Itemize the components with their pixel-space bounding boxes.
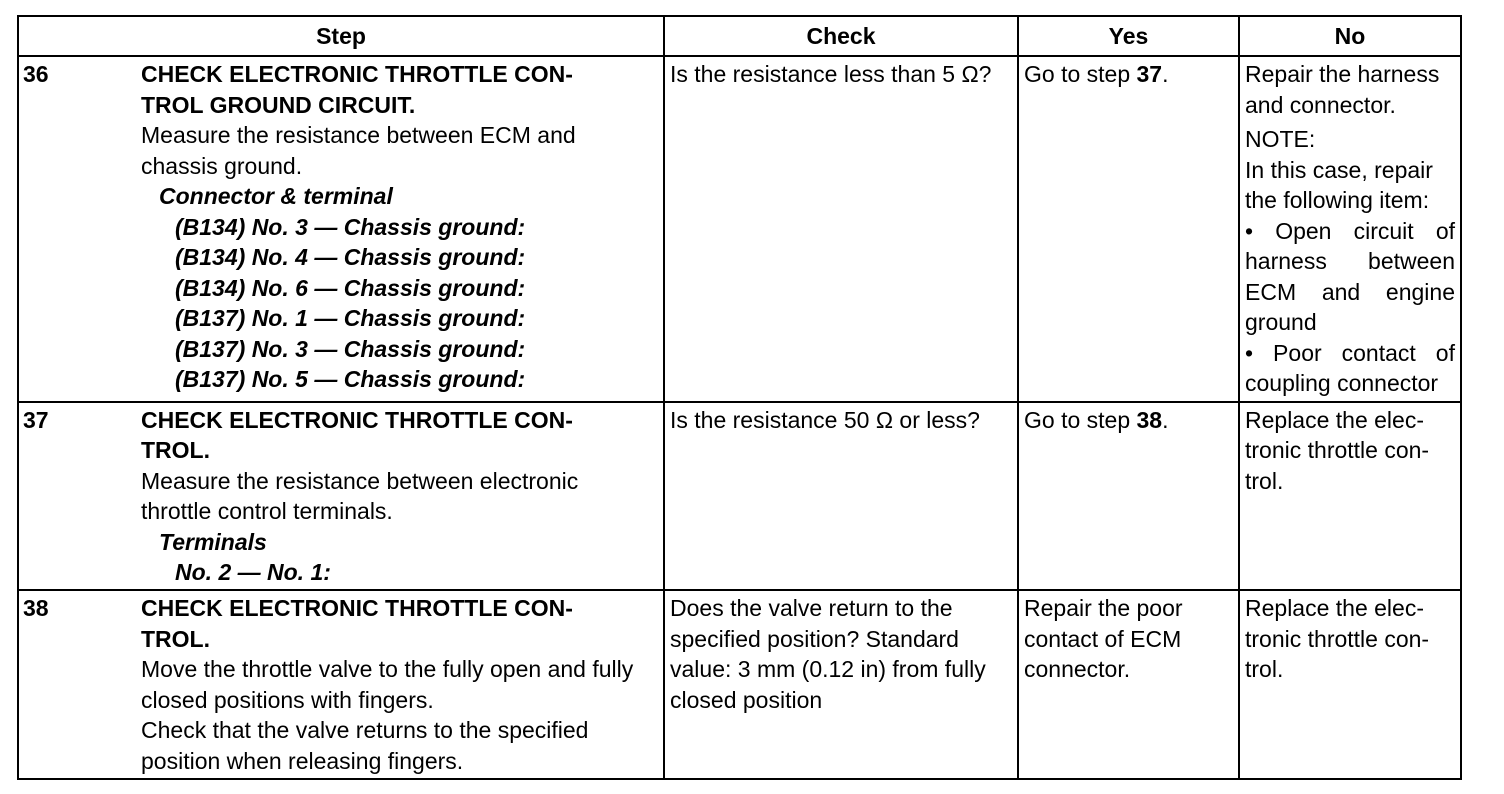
step-number: 36 <box>23 61 49 87</box>
step-spec: (B137) No. 5 — Chassis ground: <box>175 366 526 392</box>
no-bullet-line: ECM and engine <box>1245 278 1455 305</box>
yes-line: Repair the poor <box>1024 595 1183 622</box>
check-cell <box>664 56 1018 402</box>
no-bullet-line: • Open circuit of <box>1245 217 1455 244</box>
step-spec: (B134) No. 4 — Chassis ground: <box>175 244 526 270</box>
step-text-line: closed positions with fingers. <box>141 686 434 713</box>
step-cell <box>18 56 664 402</box>
no-bullet-line: coupling connector <box>1245 370 1439 396</box>
step-cell <box>18 402 664 591</box>
check-line: closed position <box>670 686 823 713</box>
no-bullet-line: ground <box>1245 309 1317 335</box>
yes-suffix: . <box>1162 61 1169 87</box>
no-line: and connector. <box>1245 91 1396 118</box>
header-no: No <box>1239 16 1461 56</box>
yes-cell <box>1018 402 1239 591</box>
yes-prefix: Go to step <box>1024 61 1137 87</box>
check-line: Does the valve return to the <box>670 595 953 622</box>
header-step: Step <box>18 16 664 56</box>
header-check: Check <box>664 16 1018 56</box>
step-title-line: CHECK ELECTRONIC THROTTLE CON- <box>141 406 573 433</box>
step-cell <box>18 590 664 779</box>
yes-line: contact of ECM <box>1024 625 1182 652</box>
no-note-label: NOTE: <box>1245 126 1316 152</box>
step-text-line: position when releasing fingers. <box>141 747 464 774</box>
no-line: Replace the elec- <box>1245 595 1424 622</box>
table-row <box>18 402 1461 591</box>
yes-cell <box>1018 590 1239 779</box>
check-line: value: 3 mm (0.12 in) from fully <box>670 656 986 683</box>
step-sub-heading: Connector & terminal <box>159 183 393 209</box>
step-text-line: Move the throttle valve to the fully open and fully <box>141 656 634 683</box>
yes-step-ref: 37 <box>1136 61 1163 87</box>
no-line: tronic throttle con- <box>1245 625 1430 652</box>
step-number: 38 <box>23 595 49 622</box>
no-line: trol. <box>1245 467 1284 494</box>
step-spec: No. 2 — No. 1: <box>175 559 331 586</box>
step-text-line: throttle control terminals. <box>141 498 393 525</box>
step-spec: (B134) No. 3 — Chassis ground: <box>175 213 526 240</box>
step-sub-heading: Terminals <box>159 528 267 555</box>
no-cell <box>1239 402 1461 591</box>
yes-cell <box>1018 56 1239 402</box>
yes-step-ref: 38 <box>1136 406 1163 433</box>
step-text-line: Measure the resistance between ECM and <box>141 122 576 148</box>
yes-line: connector. <box>1024 656 1131 683</box>
step-spec: (B137) No. 3 — Chassis ground: <box>175 335 526 362</box>
yes-suffix: . <box>1162 406 1169 433</box>
table-row <box>18 590 1461 779</box>
no-line: Repair the harness <box>1245 61 1440 87</box>
no-bullet-line: • Poor contact of <box>1245 339 1455 366</box>
step-text-line: Measure the resistance between electronic <box>141 467 579 494</box>
step-number: 37 <box>23 406 49 433</box>
step-title-line: CHECK ELECTRONIC THROTTLE CON- <box>141 595 573 622</box>
step-title-line: CHECK ELECTRONIC THROTTLE CON- <box>141 61 573 87</box>
step-title-line: TROL GROUND CIRCUIT. <box>141 91 416 118</box>
check-cell <box>664 590 1018 779</box>
no-line: tronic throttle con- <box>1245 437 1430 464</box>
step-text-line: chassis ground. <box>141 152 303 179</box>
table-row <box>18 56 1461 402</box>
no-note-line: the following item: <box>1245 187 1430 213</box>
step-text-line: Check that the valve returns to the specified <box>141 717 589 744</box>
step-title-line: TROL. <box>141 437 210 464</box>
diagnostic-table <box>17 15 1462 780</box>
header-yes: Yes <box>1018 16 1239 56</box>
check-text: Is the resistance less than 5 Ω? <box>670 61 992 87</box>
no-bullet-line: harness between <box>1245 248 1455 274</box>
step-title-line: TROL. <box>141 625 210 652</box>
check-line: specified position? Standard <box>670 625 959 652</box>
no-note-line: In this case, repair <box>1245 156 1433 183</box>
check-text: Is the resistance 50 Ω or less? <box>670 406 980 433</box>
no-cell <box>1239 56 1461 402</box>
header-row <box>18 16 1461 56</box>
no-line: trol. <box>1245 656 1284 683</box>
no-line: Replace the elec- <box>1245 406 1424 433</box>
step-spec: (B137) No. 1 — Chassis ground: <box>175 305 526 331</box>
yes-prefix: Go to step <box>1024 406 1137 433</box>
step-spec: (B134) No. 6 — Chassis ground: <box>175 274 526 301</box>
no-cell <box>1239 590 1461 779</box>
check-cell <box>664 402 1018 591</box>
